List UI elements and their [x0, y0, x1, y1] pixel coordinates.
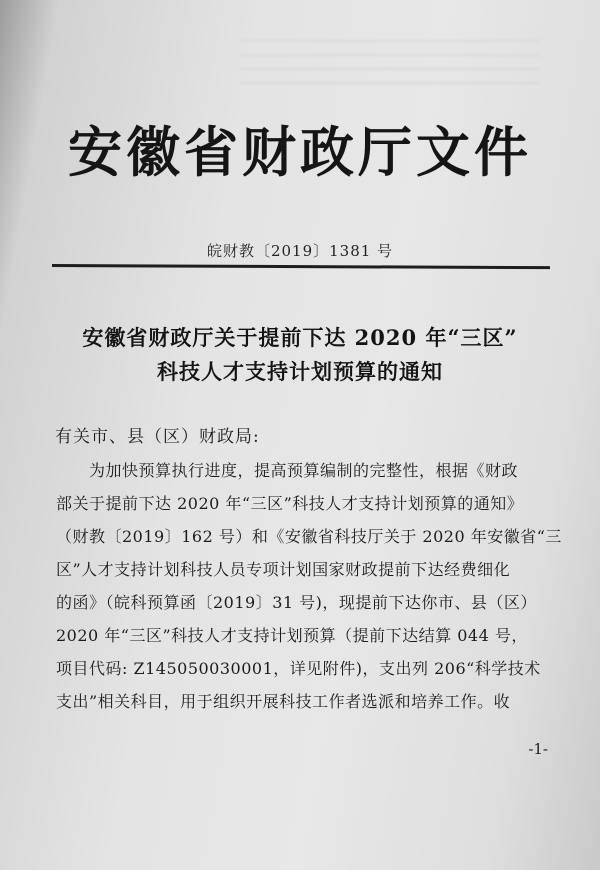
page-number: -1- — [528, 740, 548, 758]
issuer-title: 安徽省财政厅文件 — [68, 120, 532, 184]
body-line: 支出”相关科目，用于组织开展科技工作者选派和培养工作。收 — [56, 692, 511, 711]
body-line: 为加快预算执行进度，提高预算编制的完整性，根据《财政 — [56, 461, 519, 480]
body-line: （财教〔2019〕162 号）和《安徽省科技厅关于 2020 年安徽省“三 — [56, 527, 562, 546]
body-line: 部关于提前下达 2020 年“三区”科技人才支持计划预算的通知》 — [56, 494, 524, 513]
salutation: 有关市、县（区）财政局: — [55, 427, 260, 447]
body-line: 的函》（皖科预算函〔2019〕31 号)，现提前下达你市、县（区） — [56, 593, 537, 612]
body-line: 项目代码: Z145050030001，详见附件)，支出列 206“科学技术 — [56, 659, 541, 678]
header-divider — [52, 264, 550, 269]
document-number: 皖财教〔2019〕1381 号 — [206, 242, 394, 260]
body-line: 区”人才支持计划科技人员专项计划国家财政提前下达经费细化 — [56, 560, 511, 579]
bleed-through-text — [240, 40, 540, 90]
body-line: 2020 年“三区”科技人才支持计划预算（提前下达结算 044 号， — [56, 626, 528, 645]
notice-title-line-2: 科技人才支持计划预算的通知 — [157, 359, 443, 384]
notice-title-line-1: 安徽省财政厅关于提前下达 2020 年“三区” — [82, 325, 518, 350]
